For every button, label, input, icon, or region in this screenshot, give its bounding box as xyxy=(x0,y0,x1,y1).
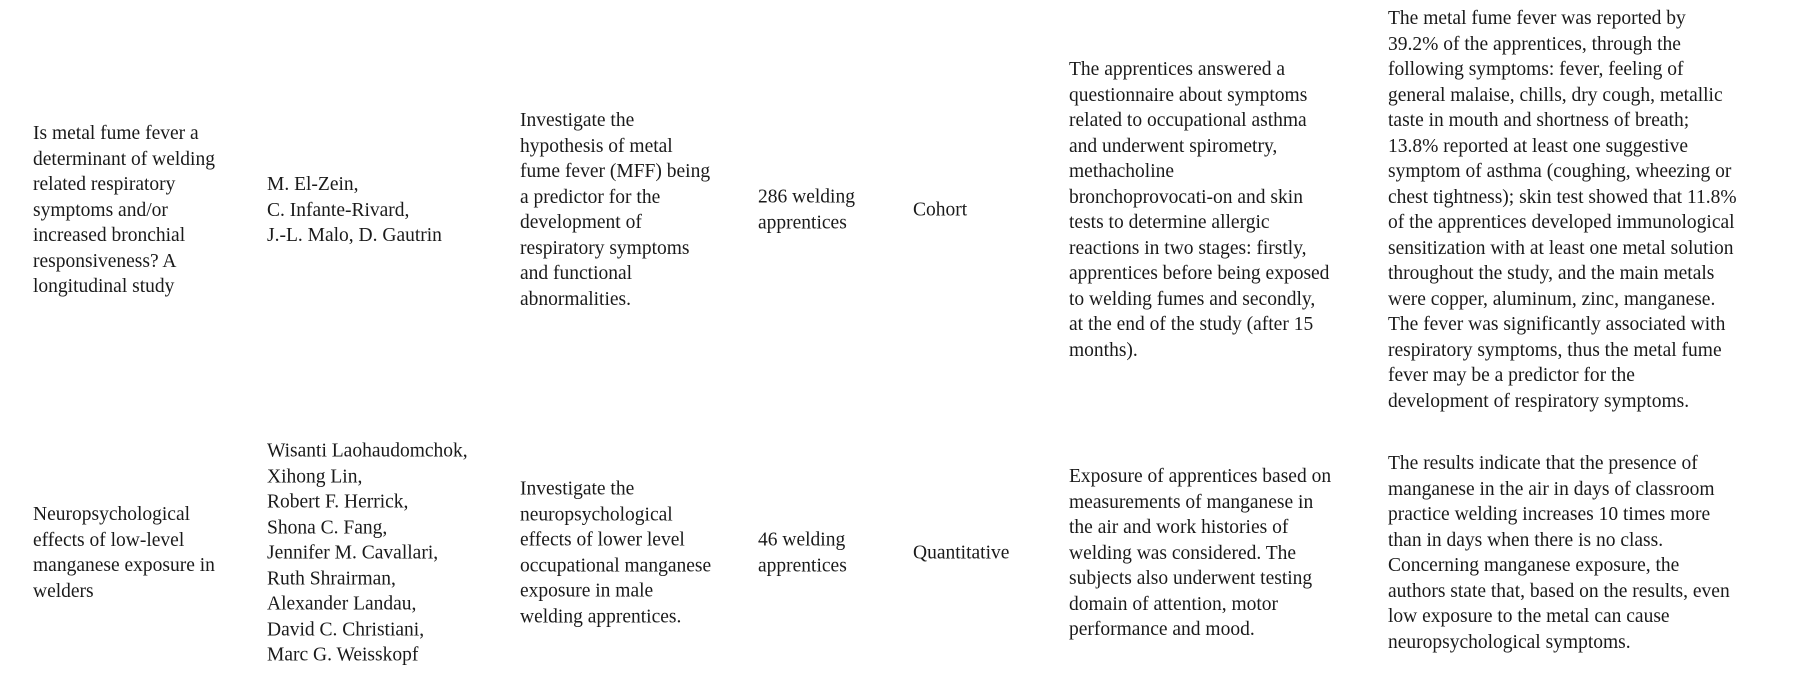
objective-cell: Investigate the hypothesis of metal fume fever (MFF) being a predictor for the development of respiratory symptoms and functional abnormalities. xyxy=(520,110,711,310)
objective-cell: Investigate the neuropsychological effects of lower level occupational manganese exposure in male welding apprentices. xyxy=(520,478,712,627)
study-title-cell: Neuropsychological effects of low-level manganese exposure in welders xyxy=(33,504,215,602)
results-cell: The metal fume fever was reported by 39.2% of the apprentices, through the following symptoms: fever, feeling of general malaise, chills, dry cough, metallic taste in mouth and shortness of breath; 13.8% reported at least one suggestive symptom of asthma (coughing, wheezing or chest tightness); skin test showed that 11.8% of the apprentices developed immunological sensitization with at least one metal solution throughout the study, and the main metals were copper, aluminum, zinc, manganese. The fever was significantly associated with respiratory symptoms, thus the metal fume fever may be a predictor for the development of respiratory symptoms. xyxy=(1388,8,1737,412)
sample-cell: 46 welding apprentices xyxy=(758,529,847,576)
results-cell: The results indicate that the presence of manganese in the air in days of classroom practice welding increases 10 times more than in days when there is no class. Concerning manganese exposure, the authors state that, based on the results, even low exposure to the metal can cause neuropsychological symptoms. xyxy=(1388,453,1730,653)
method-cell: The apprentices answered a questionnaire about symptoms related to occupational asthma and underwent spirometry, methacholine bronchoprovocati-on and skin tests to determine allergic reactions in two stages: firstly, apprentices before being exposed to welding fumes and secondly, at the end of the study (after 15 months). xyxy=(1069,59,1330,361)
study-title-cell: Is metal fume fever a determinant of welding related respiratory symptoms and/or increased bronchial responsiveness? A longitudinal study xyxy=(33,122,215,297)
authors-cell: Wisanti Laohaudomchok, Xihong Lin, Robert F. Herrick, Shona C. Fang, Jennifer M. Cavallari, Ruth Shrairman, Alexander Landau, David C. Christiani, Marc G. Weisskopf xyxy=(267,440,468,666)
table-row xyxy=(0,420,1803,683)
sample-cell: 286 welding apprentices xyxy=(758,186,855,233)
authors-cell: M. El-Zein, C. Infante-Rivard, J.-L. Malo, D. Gautrin xyxy=(267,173,442,246)
design-cell: Quantitative xyxy=(913,542,1010,564)
design-cell: Cohort xyxy=(913,199,968,221)
method-cell: Exposure of apprentices based on measurements of manganese in the air and work histories of welding was considered. The subjects also underwent testing domain of attention, motor performance and mood. xyxy=(1069,465,1332,640)
